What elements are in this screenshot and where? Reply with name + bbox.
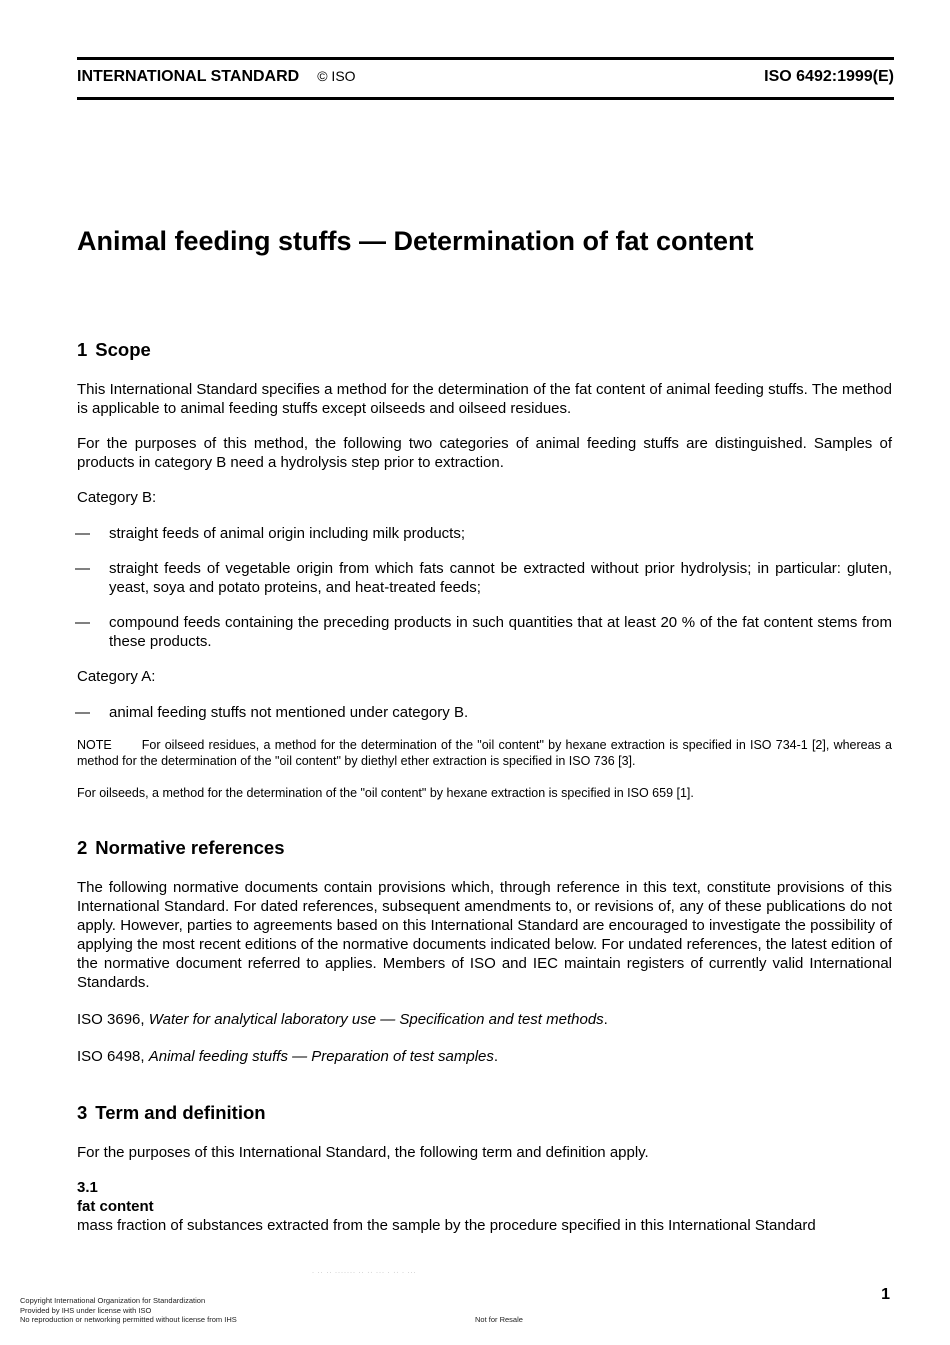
reference-code: ISO 6498, xyxy=(77,1048,145,1065)
scope-note xyxy=(77,737,892,769)
section-3-number: 3 xyxy=(77,1102,88,1123)
section-2-title: Normative references xyxy=(95,837,285,858)
category-b-item-1: straight feeds of animal origin including milk products; xyxy=(109,525,466,542)
footer-line-2: Provided by IHS under license with ISO xyxy=(20,1305,152,1315)
dash-bullet: — xyxy=(75,614,90,631)
header-rule-top xyxy=(77,57,894,60)
header-standard-text: INTERNATIONAL STANDARD xyxy=(77,68,300,85)
reference-iso-6498 xyxy=(77,1047,892,1066)
document-body xyxy=(77,339,892,1235)
dash-bullet: — xyxy=(75,704,90,721)
scan-artifact: · ·· ·· ······· ·· ·· ··· · ·· · ··· xyxy=(312,1270,417,1276)
scope-paragraph-2: For the purposes of this method, the following two categories of animal feeding stuffs are distinguished. Samples of products in category B need a hydrolysis step prior to extraction. xyxy=(77,435,892,471)
section-1-number: 1 xyxy=(77,339,88,360)
term-name: fat content xyxy=(77,1198,154,1215)
list-item xyxy=(77,613,892,651)
section-1-heading xyxy=(77,339,892,361)
reference-title: Animal feeding stuffs — Preparation of test samples xyxy=(148,1048,494,1065)
reference-title: Water for analytical laboratory use — Specification and test methods xyxy=(148,1011,604,1028)
page-number: 1 xyxy=(881,1286,890,1303)
section-3-heading xyxy=(77,1102,892,1124)
category-b-label: Category B: xyxy=(77,489,157,506)
term-number: 3.1 xyxy=(77,1179,98,1196)
footer-not-for-resale: Not for Resale xyxy=(475,1315,523,1324)
category-a-label: Category A: xyxy=(77,668,156,685)
reference-end: . xyxy=(493,1048,499,1065)
header-standard-label xyxy=(77,68,356,86)
reference-code: ISO 3696, xyxy=(77,1011,145,1028)
list-item xyxy=(77,703,892,722)
section-1-title: Scope xyxy=(95,339,151,360)
dash-bullet: — xyxy=(75,560,90,577)
term-definition: mass fraction of substances extracted from the sample by the procedure specified in this International Standard xyxy=(77,1217,816,1234)
reference-end: . xyxy=(603,1011,608,1028)
section-3-title: Term and definition xyxy=(95,1102,266,1123)
note-text: For oilseed residues, a method for the determination of the "oil content" by hexane extraction is specified in ISO 734-1 [2], whereas a method for the determination of the "oil content" by diethyl ether extraction is specified in ISO 736 [3]. xyxy=(77,738,892,768)
header-document-number: ISO 6492:1999(E) xyxy=(764,68,894,85)
footer-copyright xyxy=(20,1296,237,1325)
section-2-heading xyxy=(77,837,892,859)
section-2-number: 2 xyxy=(77,837,88,858)
document-title: Animal feeding stuffs — Determination of fat content xyxy=(77,226,754,256)
header-copyright: © ISO xyxy=(317,68,356,84)
category-a-item-1: animal feeding stuffs not mentioned under category B. xyxy=(109,704,469,721)
category-b-item-2: straight feeds of vegetable origin from which fats cannot be extracted without prior hydrolysis; in particular: gluten, yeast, soya and potato proteins, and heat-treated feeds; xyxy=(109,560,892,596)
note-label: NOTE xyxy=(77,738,112,752)
normative-references-paragraph: The following normative documents contain provisions which, through reference in this text, constitute provisions of this International Standard. For dated references, subsequent amendments to, or revisions of, any of these publications do not apply. However, parties to agreements based on this International Standard are encouraged to investigate the possibility of applying the most recent editions of the normative documents indicated below. For undated references, the latest edition of the normative document referred to applies. Members of ISO and IEC maintain registers of currently valid International Standards. xyxy=(77,879,892,991)
reference-iso-3696 xyxy=(77,1010,892,1029)
dash-bullet: — xyxy=(75,525,90,542)
footer-line-1: Copyright International Organization for Standardization xyxy=(20,1296,206,1305)
scope-note-continued: For oilseeds, a method for the determination of the "oil content" by hexane extraction is specified in ISO 659 [1]. xyxy=(77,786,694,800)
list-item xyxy=(77,559,892,597)
list-item xyxy=(77,524,892,543)
scope-paragraph-1: This International Standard specifies a method for the determination of the fat content of animal feeding stuffs. The method is applicable to animal feeding stuffs except oilseeds and oilseed residues. xyxy=(77,381,892,417)
category-b-item-3: compound feeds containing the preceding products in such quantities that at least 20 % of the fat content stems from these products. xyxy=(109,614,892,650)
footer-line-3: No reproduction or networking permitted without license from IHS xyxy=(20,1315,237,1324)
header-rule-bottom xyxy=(77,97,894,100)
term-intro-paragraph: For the purposes of this International Standard, the following term and definition apply. xyxy=(77,1144,649,1161)
